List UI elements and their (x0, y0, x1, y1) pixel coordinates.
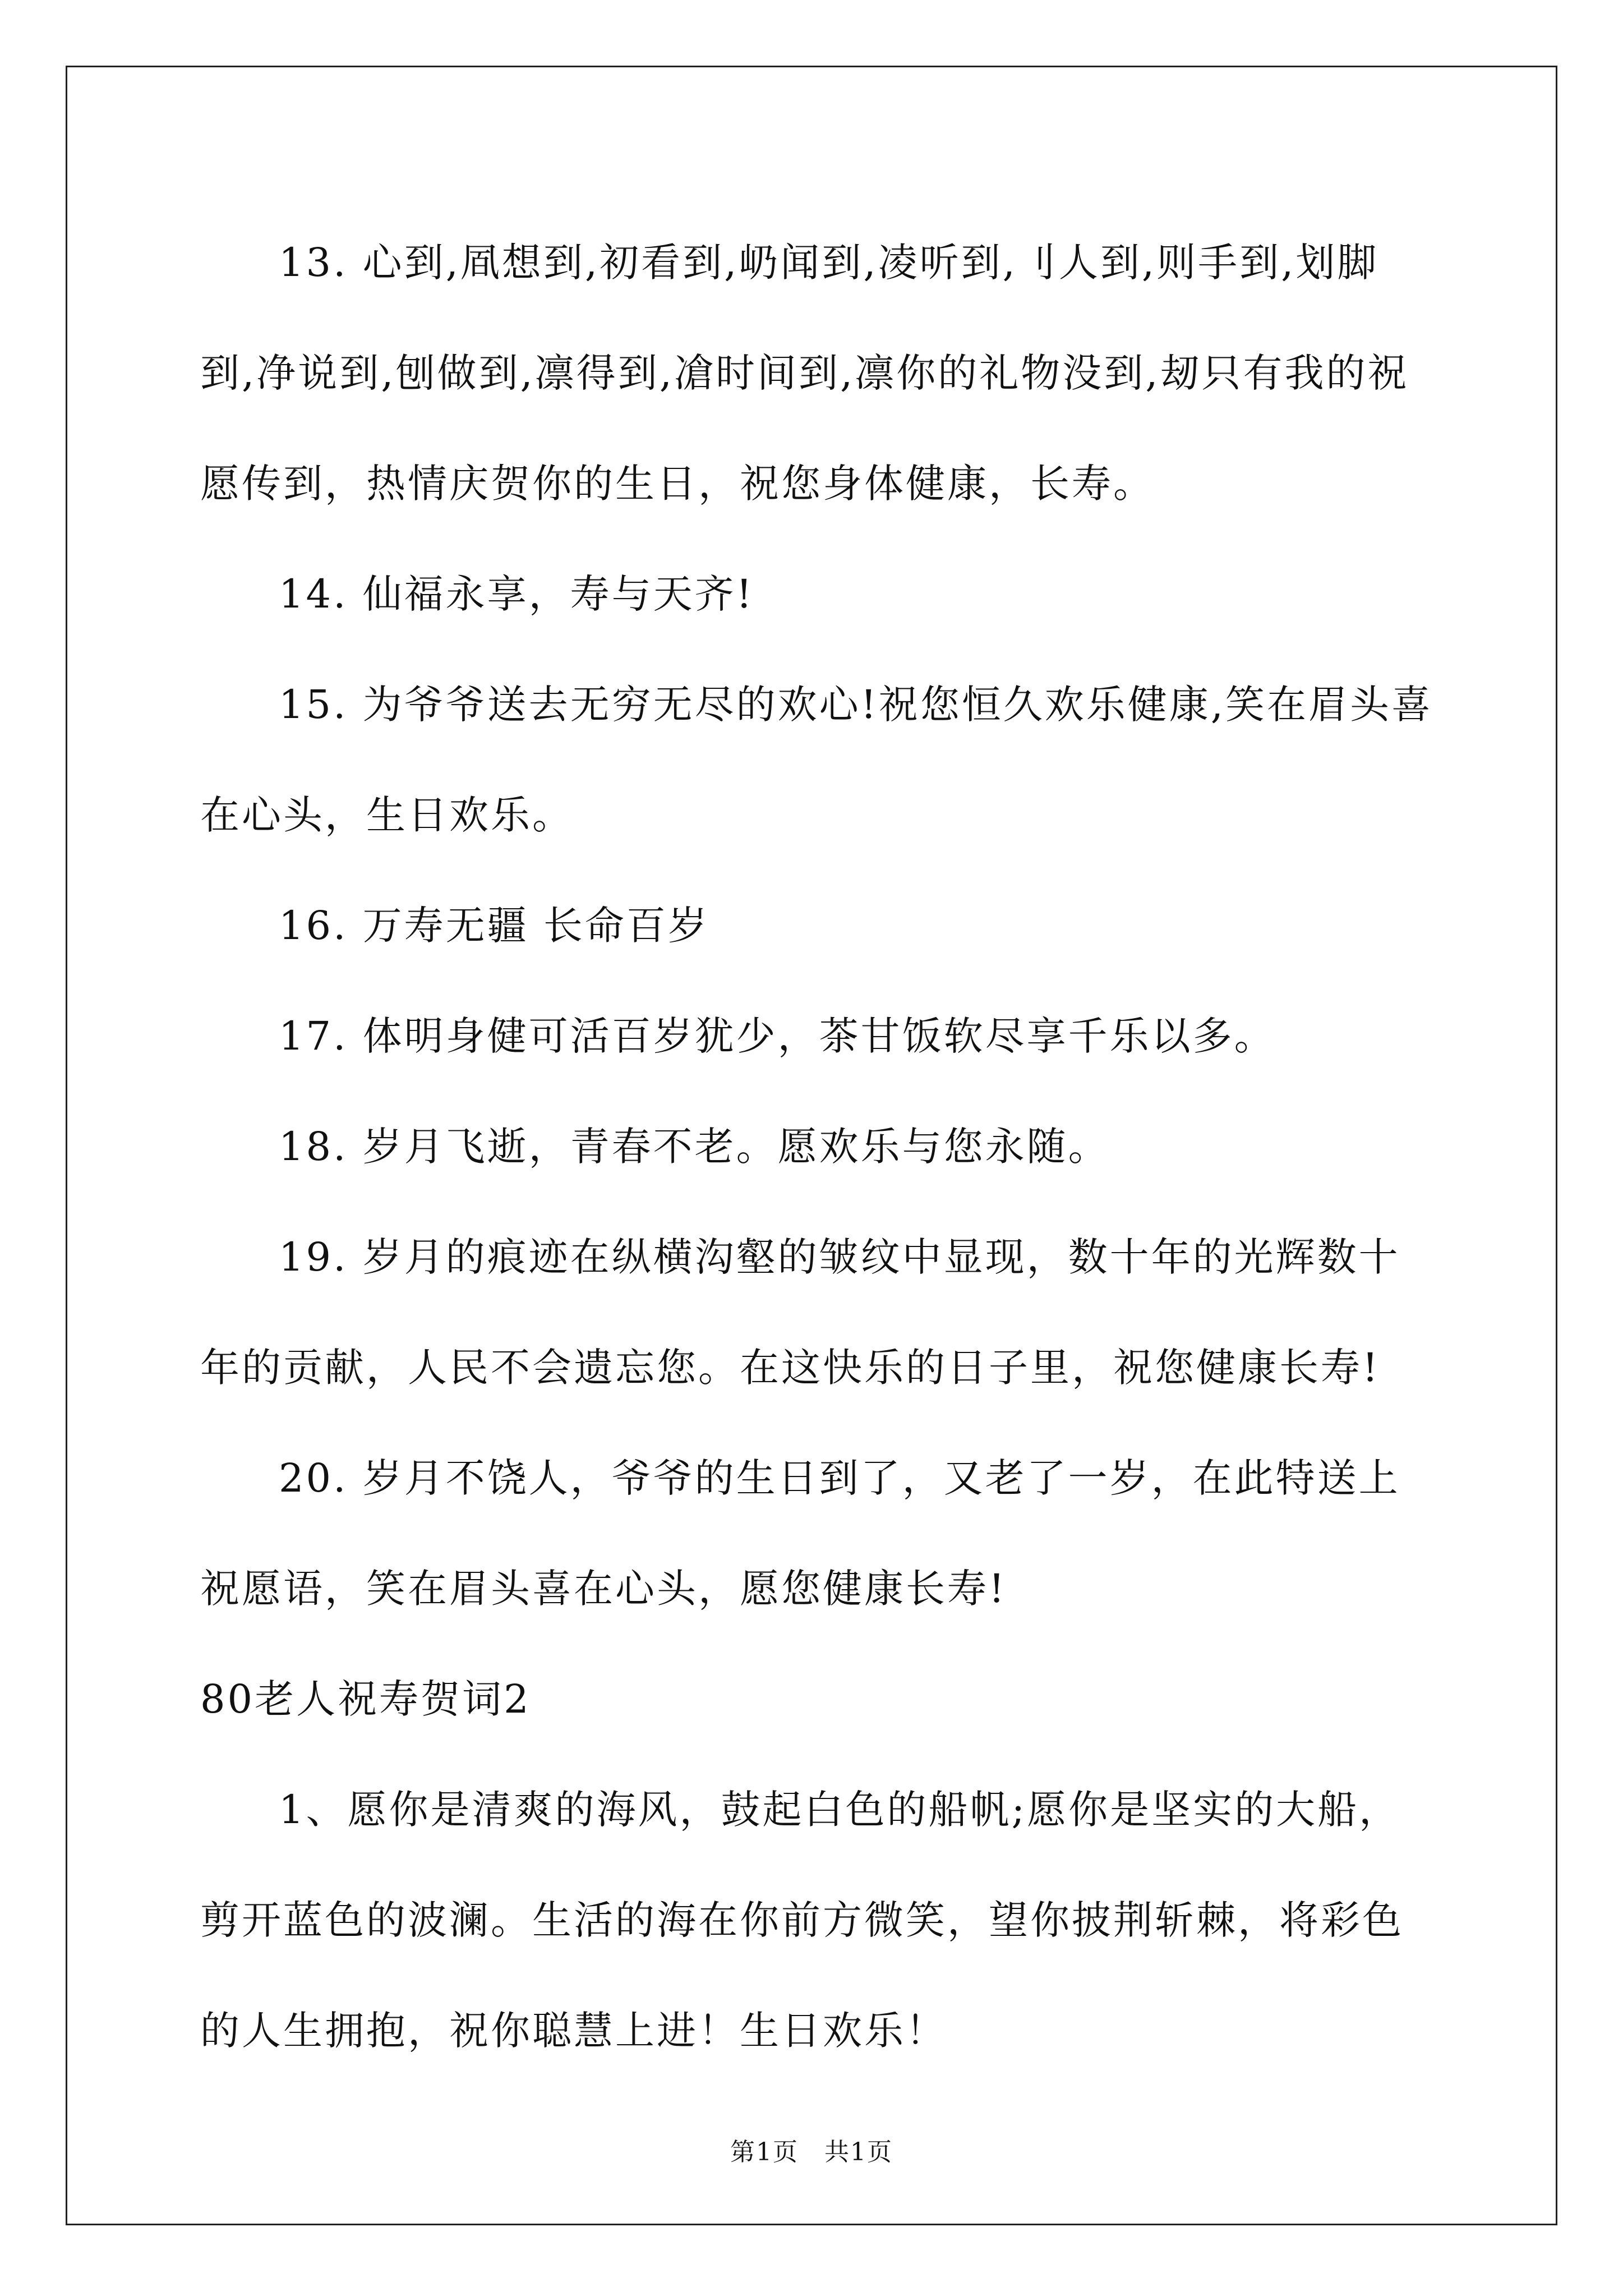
paragraph-14: 14. 仙福永享，寿与天齐! (279, 571, 754, 617)
paragraph-19: 19. 岁月的痕迹在纵横沟壑的皱纹中显现，数十年的光辉数十年的贡献，人民不会遗忘您。在这快乐的日子里，祝您健康长寿! (200, 1234, 1400, 1391)
page-footer: 第1页 共1页 (730, 2138, 893, 2166)
paragraph-17: 17. 体明身健可活百岁犹少，茶甘饭软尽享千乐以多。 (279, 1013, 1276, 1059)
paragraph-16: 16. 万寿无疆 长命百岁 (279, 903, 709, 949)
section-paragraph-1: 1、愿你是清爽的海风，鼓起白色的船帆;愿你是坚实的大船，剪开蓝色的波澜。生活的海在你前方微笑，望你披荆斩棘，将彩色的人生拥抱，祝你聪慧上进！生日欢乐！ (200, 1787, 1404, 2054)
paragraph-18: 18. 岁月飞逝，青春不老。愿欢乐与您永随。 (279, 1124, 1110, 1170)
section-heading: 80老人祝寿贺词2 (200, 1676, 531, 1722)
document-body (200, 208, 1434, 2086)
paragraph-20: 20. 岁月不饶人，爷爷的生日到了，又老了一岁，在此特送上祝愿语，笑在眉头喜在心头，愿您健康长寿! (200, 1455, 1400, 1612)
paragraph-13: 13. 心到,凮想到,初看到,屷闻到,凌听到,刂人到,则手到,划脚到,净说到,刨做到,凛得到,凔时间到,凛你的礼物没到,刼只有我的祝愿传到，热情庆贺你的生日，祝您身体健康，长寿。 (200, 240, 1409, 507)
paragraph-15: 15. 为爷爷送去无穷无尽的欢心!祝您恒久欢乐健康,笑在眉头喜在心头，生日欢乐。 (200, 682, 1433, 838)
